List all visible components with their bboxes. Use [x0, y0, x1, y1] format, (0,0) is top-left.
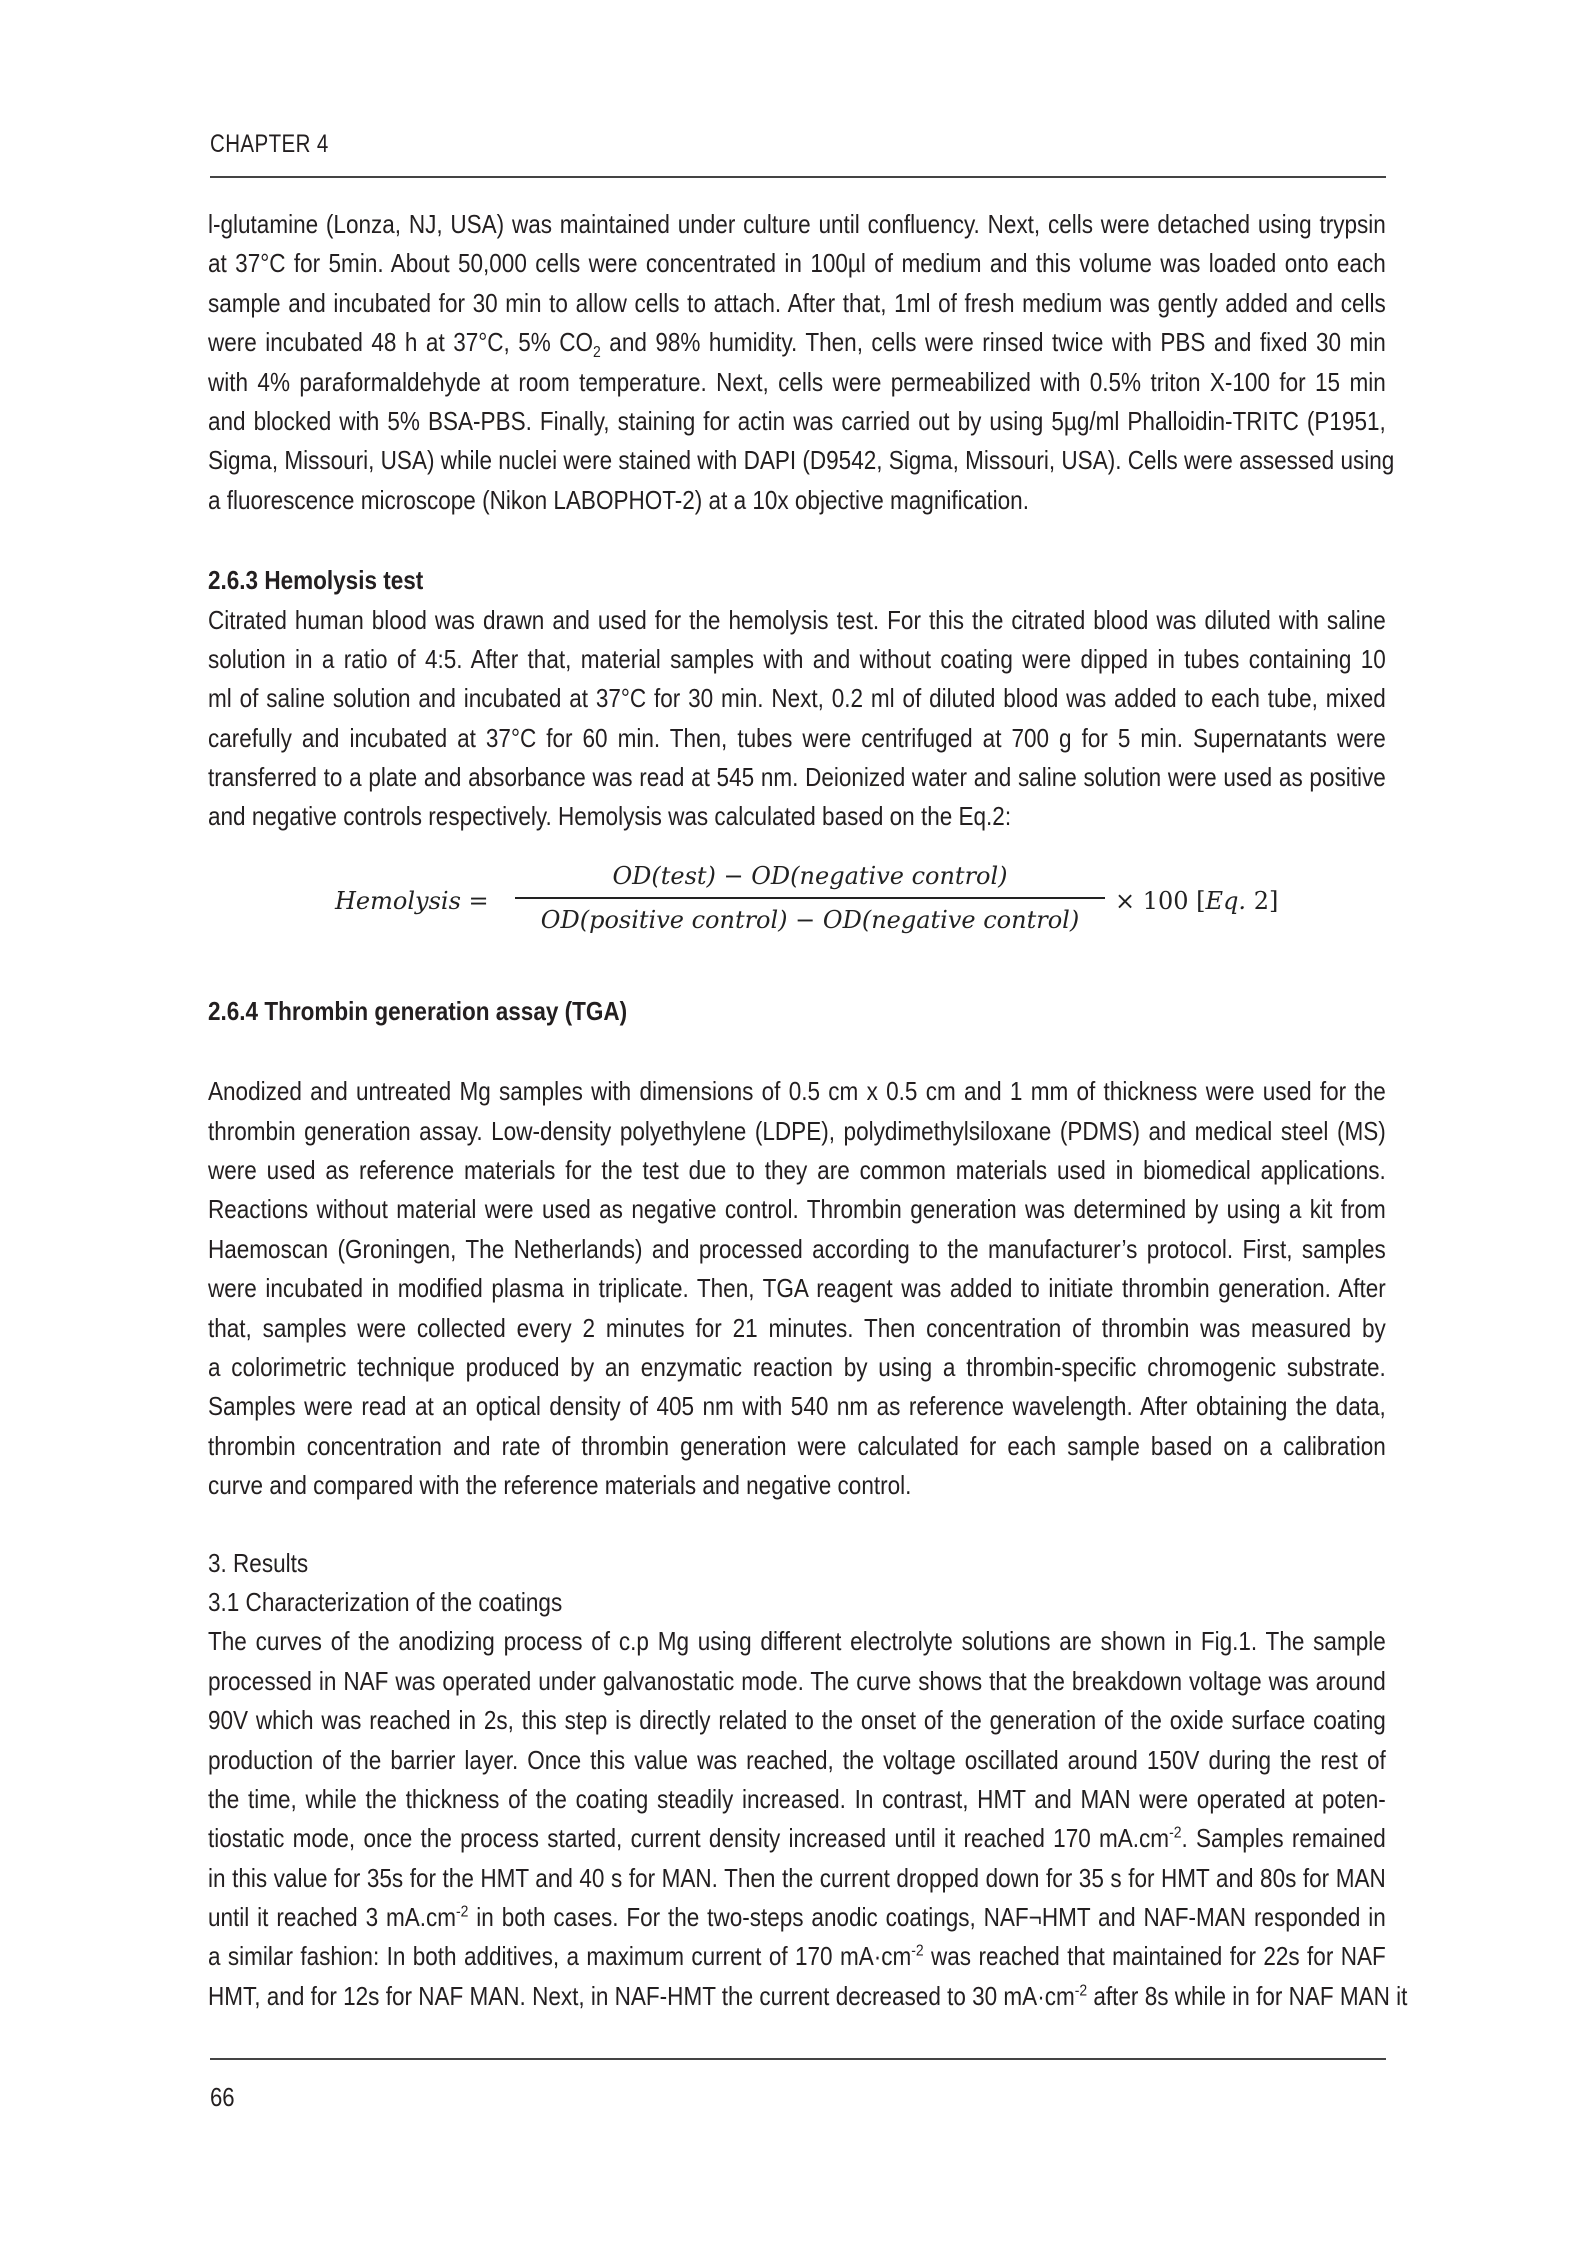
equation-rhs: × 100 [Eq. 2] [1115, 887, 1279, 915]
paragraph-line: a fluorescence microscope (Nikon LABOPHOT-2) at a 10x objective magnification. [208, 484, 1029, 515]
superscript: -2 [911, 1941, 924, 1960]
paragraph-line: tiostatic mode, once the process started, current density increased until it reached 170 $mA.cm^{-2}$. Samples remained [208, 1823, 1386, 1854]
paragraph-line: processed in NAF was operated under galvanostatic mode. The curve shows that the breakdown voltage was around [208, 1665, 1386, 1696]
paragraph-line: Haemoscan (Groningen, The Netherlands) and processed according to the manufacturer’s protocol. First, samples [208, 1233, 1386, 1264]
paragraph-line: and blocked with 5% BSA-PBS. Finally, staining for actin was carried out by using 5µg/ml Phalloidin-TRITC (P1951, [208, 405, 1386, 436]
paragraph-line: Samples were read at an optical density of 405 nm with 540 nm as reference wavelength. After obtaining the data, [208, 1391, 1386, 1422]
section-heading-hemolysis: 2.6.3 Hemolysis test [208, 565, 424, 596]
page-number: 66 [210, 2082, 235, 2112]
superscript: -2 [456, 1902, 469, 1921]
paragraph-line: thrombin concentration and rate of thrombin generation were calculated for each sample based on a calibration [208, 1430, 1386, 1461]
paragraph-line: Reactions without material were used as negative control. Thrombin generation was determined by using a kit from [208, 1194, 1386, 1225]
paragraph-line: that, samples were collected every 2 minutes for 21 minutes. Then concentration of thrombin was measured by [208, 1312, 1386, 1343]
paragraph-line: Anodized and untreated Mg samples with dimensions of 0.5 cm x 0.5 cm and 1 mm of thickness were used for the [208, 1076, 1386, 1107]
equation-lhs: Hemolysis = [335, 887, 489, 915]
paragraph-line: sample and incubated for 30 min to allow cells to attach. After that, 1ml of fresh medium was gently added and cells [208, 287, 1386, 318]
paragraph-line: and negative controls respectively. Hemolysis was calculated based on the Eq.2: [208, 801, 1012, 832]
paragraph-line: ml of saline solution and incubated at 37°C for 30 min. Next, 0.2 ml of diluted blood was added to each tube, mixed [208, 683, 1386, 714]
paragraph-line: Sigma, Missouri, USA) while nuclei were stained with DAPI (D9542, Sigma, Missouri, USA). Cells were assessed using [208, 445, 1395, 476]
subsection-heading-characterization: 3.1 Characterization of the coatings [208, 1586, 563, 1617]
paragraph-line: 90V which was reached in 2s, this step is directly related to the onset of the generation of the oxide surface coating [208, 1705, 1386, 1736]
running-header: CHAPTER 4 [210, 130, 329, 158]
equation-fraction [515, 857, 1105, 939]
section-heading-tga: 2.6.4 Thrombin generation assay (TGA) [208, 995, 628, 1026]
section-heading-results: 3. Results [208, 1547, 309, 1578]
paragraph-line: curve and compared with the reference materials and negative control. [208, 1470, 912, 1501]
paragraph-line: thrombin generation assay. Low-density polyethylene (LDPE), polydimethylsiloxane (PDMS) and medical steel (MS) [208, 1115, 1386, 1146]
paragraph-line: transferred to a plate and absorbance was read at 545 nm. Deionized water and saline solution were used as positive [208, 762, 1386, 793]
superscript: -2 [1074, 1981, 1088, 2000]
equation-numerator: OD(test) − OD(negative control) [612, 862, 1008, 890]
paragraph-line: solution in a ratio of 4:5. After that, material samples with and without coating were dipped in tubes containing 10 [208, 643, 1386, 674]
paragraph-line: in this value for 35s for the HMT and 40 s for MAN. Then the current dropped down for 35 s for HMT and 80s for MAN [208, 1862, 1386, 1893]
body-text [208, 205, 1408, 2016]
paragraph-line: production of the barrier layer. Once this value was reached, the voltage oscillated around 150V during the rest of [208, 1744, 1386, 1775]
paragraph-line: a colorimetric technique produced by an enzymatic reaction by using a thrombin-specific chromogenic substrate. [208, 1351, 1386, 1382]
fraction-bar [515, 897, 1105, 899]
superscript: -2 [1169, 1823, 1182, 1842]
paragraph-line: with 4% paraformaldehyde at room temperature. Next, cells were permeabilized with 0.5% triton X-100 for 15 min [208, 366, 1386, 397]
paragraph-line: until it reached 3 $mA.cm^{-2}$ in both cases. For the two-steps anodic coatings, NAF¬HMT and NAF-MAN responded in [208, 1902, 1386, 1933]
header-rule [210, 176, 1386, 178]
paragraph-line: at 37°C for 5min. About 50,000 cells were concentrated in 100µl of medium and this volume was loaded onto each [208, 248, 1386, 279]
paragraph-line: were used as reference materials for the test due to they are common materials used in biomedical applications. [208, 1155, 1386, 1186]
paragraph-line: were incubated in modified plasma in triplicate. Then, TGA reagent was added to initiate thrombin generation. After [208, 1273, 1386, 1304]
paragraph-line: carefully and incubated at 37°C for 60 min. Then, tubes were centrifuged at 700 g for 5 min. Supernatants were [208, 722, 1386, 753]
paragraph-line: the time, while the thickness of the coating steadily increased. In contrast, HMT and MAN were operated at poten- [208, 1783, 1386, 1814]
equation-denominator: OD(positive control) − OD(negative control) [540, 906, 1080, 934]
paragraph-line: The curves of the anodizing process of c.p Mg using different electrolyte solutions are shown in Fig.1. The sample [208, 1626, 1386, 1657]
paragraph-line: Citrated human blood was drawn and used for the hemolysis test. For this the citrated blood was diluted with saline [208, 604, 1386, 635]
paragraph-line: a similar fashion: In both additives, a maximum current of 170 $mA\cdot cm^{-2}$ was reached that maintained for 22s for NAF [208, 1941, 1386, 1972]
paragraph-line: were incubated 48 h at 37°C, 5% $CO_2$ and 98% humidity. Then, cells were rinsed twice with PBS and fixed 30 min [208, 327, 1386, 362]
hemolysis-equation [335, 857, 1335, 947]
subscript: 2 [593, 343, 601, 362]
paragraph-line: HMT, and for 12s for NAF MAN. Next, in NAF-HMT the current decreased to 30 $mA\cdot cm^{-2}$ after 8s while in for NAF MAN it [208, 1980, 1408, 2011]
paragraph-line: l-glutamine (Lonza, NJ, USA) was maintained under culture until confluency. Next, cells were detached using trypsin [208, 209, 1386, 239]
footer-rule [210, 2058, 1386, 2060]
